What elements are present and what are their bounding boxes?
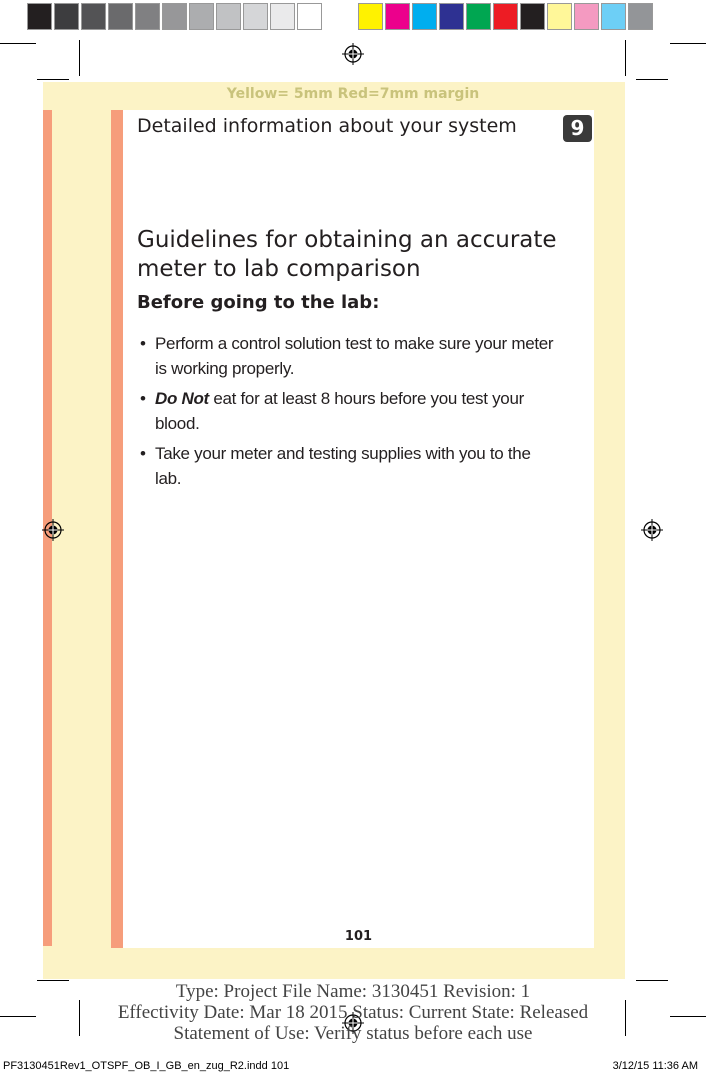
bullet-icon: • bbox=[140, 444, 146, 463]
list-item bbox=[137, 331, 557, 381]
crop-mark bbox=[636, 79, 668, 80]
color-swatch bbox=[216, 3, 241, 30]
list-item-emphasis: Do Not bbox=[155, 389, 209, 408]
crop-mark bbox=[670, 43, 706, 44]
list-item-text: Take your meter and testing supplies with you to the lab. bbox=[155, 444, 531, 488]
color-swatch bbox=[439, 3, 464, 30]
page-number: 101 bbox=[344, 929, 373, 944]
footer-timestamp: 3/12/15 11:36 AM bbox=[612, 1060, 698, 1072]
color-swatch bbox=[493, 3, 518, 30]
color-swatch bbox=[628, 3, 653, 30]
color-swatch bbox=[385, 3, 410, 30]
section-subheading: Before going to the lab: bbox=[137, 292, 380, 313]
color-swatch bbox=[270, 3, 295, 30]
red-margin-strip-inner bbox=[111, 110, 123, 948]
color-swatch bbox=[358, 3, 383, 30]
registration-mark-icon bbox=[641, 519, 663, 541]
list-item-text: Perform a control solution test to make sure your meter is working properly. bbox=[155, 334, 554, 378]
list-item bbox=[137, 386, 557, 436]
slug-line-2: Effectivity Date: Mar 18 2015 Status: Current State: Released bbox=[117, 1002, 589, 1023]
color-swatch bbox=[27, 3, 52, 30]
crop-mark bbox=[625, 40, 626, 76]
list-item-text: eat for at least 8 hours before you test your blood. bbox=[155, 389, 524, 433]
color-swatch bbox=[81, 3, 106, 30]
color-swatch bbox=[108, 3, 133, 30]
color-swatch bbox=[601, 3, 626, 30]
page-header-title: Detailed information about your system bbox=[137, 115, 517, 137]
registration-mark-icon bbox=[42, 519, 64, 541]
color-swatch bbox=[466, 3, 491, 30]
color-swatch bbox=[547, 3, 572, 30]
color-swatch bbox=[135, 3, 160, 30]
color-swatch bbox=[297, 3, 322, 30]
gray-color-bar bbox=[27, 3, 324, 32]
color-swatch bbox=[574, 3, 599, 30]
crop-mark bbox=[79, 40, 80, 76]
registration-mark-icon bbox=[342, 43, 364, 65]
crop-mark bbox=[0, 43, 36, 44]
crop-mark bbox=[37, 79, 69, 80]
chapter-badge: 9 bbox=[563, 115, 592, 142]
color-swatch bbox=[189, 3, 214, 30]
section-heading: Guidelines for obtaining an accurate meter to lab comparison bbox=[137, 227, 557, 282]
color-swatch bbox=[162, 3, 187, 30]
footer-file-name: PF3130451Rev1_OTSPF_OB_I_GB_en_zug_R2.indd 101 bbox=[3, 1060, 290, 1072]
bullet-icon: • bbox=[140, 389, 146, 408]
color-swatch bbox=[520, 3, 545, 30]
bullet-list bbox=[137, 331, 557, 496]
slug-line-1: Type: Project File Name: 3130451 Revision: 1 bbox=[175, 981, 531, 1002]
bullet-icon: • bbox=[140, 334, 146, 353]
color-swatch bbox=[243, 3, 268, 30]
slug-line-3: Statement of Use: Verify status before each use bbox=[173, 1023, 533, 1044]
list-item bbox=[137, 441, 557, 491]
color-swatch bbox=[412, 3, 437, 30]
color-swatch bbox=[54, 3, 79, 30]
margin-label: Yellow= 5mm Red=7mm margin bbox=[226, 86, 480, 102]
process-color-bar bbox=[358, 3, 655, 32]
